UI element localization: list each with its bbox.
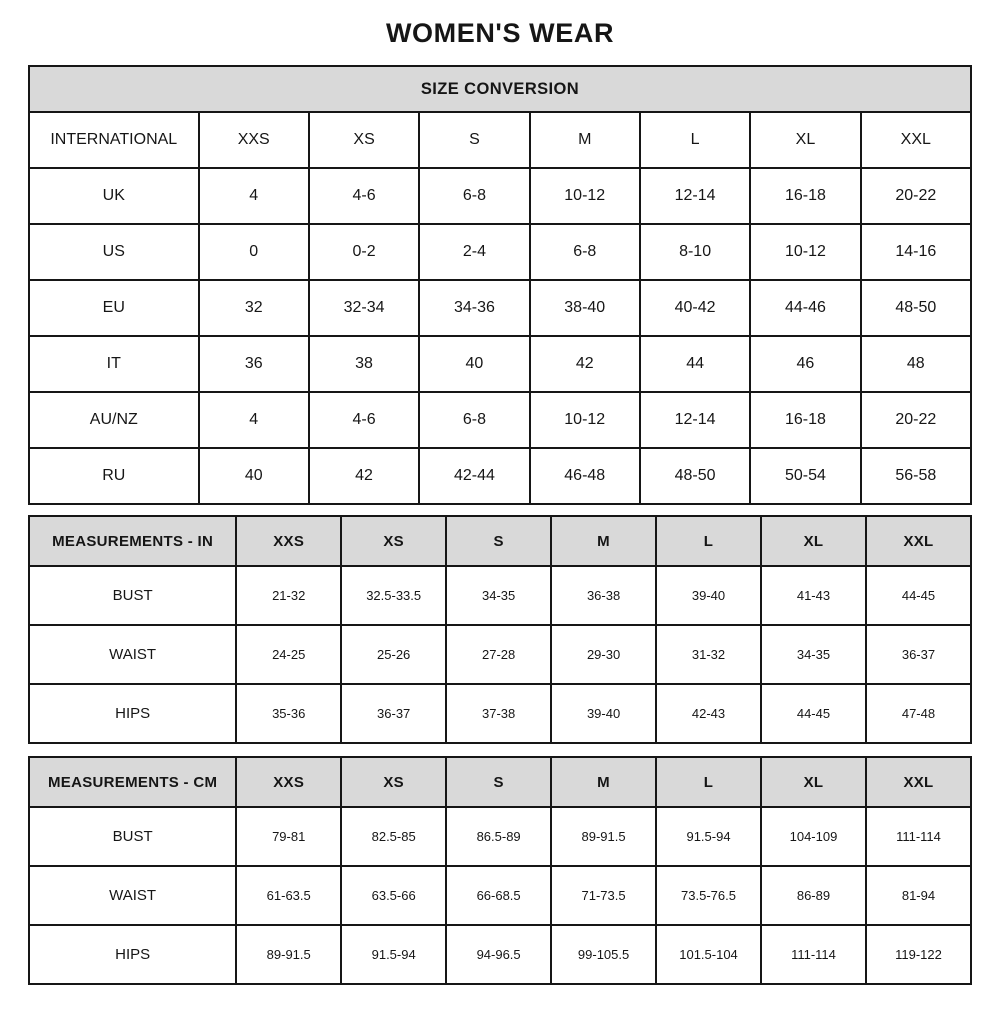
column-header-row xyxy=(29,757,971,807)
value-cell: 44-45 xyxy=(866,566,971,625)
value-cell: 63.5-66 xyxy=(341,866,446,925)
value-cell: 50-54 xyxy=(750,448,860,504)
value-cell: 29-30 xyxy=(551,625,656,684)
value-cell: 12-14 xyxy=(640,392,750,448)
column-header: XS xyxy=(341,757,446,807)
row-label: HIPS xyxy=(29,684,236,743)
row-label: IT xyxy=(29,336,199,392)
row-label: BUST xyxy=(29,807,236,866)
value-cell: 37-38 xyxy=(446,684,551,743)
column-header: M xyxy=(551,757,656,807)
table-row xyxy=(29,807,971,866)
value-cell: 39-40 xyxy=(656,566,761,625)
column-header: XL xyxy=(761,516,866,566)
value-cell: 25-26 xyxy=(341,625,446,684)
row-label: EU xyxy=(29,280,199,336)
value-cell: 66-68.5 xyxy=(446,866,551,925)
value-cell: 31-32 xyxy=(656,625,761,684)
value-cell: 44 xyxy=(640,336,750,392)
value-cell: 42 xyxy=(309,448,419,504)
value-cell: 56-58 xyxy=(861,448,971,504)
size-conversion-table xyxy=(28,65,972,505)
value-cell: 4 xyxy=(199,168,309,224)
value-cell: 40 xyxy=(199,448,309,504)
value-cell: 14-16 xyxy=(861,224,971,280)
value-cell: 6-8 xyxy=(419,168,529,224)
value-cell: 8-10 xyxy=(640,224,750,280)
value-cell: 40-42 xyxy=(640,280,750,336)
value-cell: 4-6 xyxy=(309,392,419,448)
table-row xyxy=(29,280,971,336)
row-label: WAIST xyxy=(29,625,236,684)
value-cell: 2-4 xyxy=(419,224,529,280)
value-cell: 32-34 xyxy=(309,280,419,336)
value-cell: 73.5-76.5 xyxy=(656,866,761,925)
value-cell: 86.5-89 xyxy=(446,807,551,866)
column-header-row xyxy=(29,516,971,566)
value-cell: 36-38 xyxy=(551,566,656,625)
value-cell: 21-32 xyxy=(236,566,341,625)
value-cell: 42-43 xyxy=(656,684,761,743)
row-label: US xyxy=(29,224,199,280)
column-header: XS xyxy=(341,516,446,566)
row-label: HIPS xyxy=(29,925,236,984)
value-cell: 10-12 xyxy=(530,392,640,448)
column-header: XXL xyxy=(866,516,971,566)
value-cell: 34-36 xyxy=(419,280,529,336)
value-cell: 4 xyxy=(199,392,309,448)
row-label: BUST xyxy=(29,566,236,625)
value-cell: 48-50 xyxy=(861,280,971,336)
value-cell: 42-44 xyxy=(419,448,529,504)
value-cell: 16-18 xyxy=(750,392,860,448)
value-cell: 89-91.5 xyxy=(236,925,341,984)
table-row xyxy=(29,925,971,984)
value-cell: 0-2 xyxy=(309,224,419,280)
value-cell: 91.5-94 xyxy=(341,925,446,984)
value-cell: 119-122 xyxy=(866,925,971,984)
column-header: M xyxy=(530,112,640,168)
value-cell: 79-81 xyxy=(236,807,341,866)
value-cell: 44-46 xyxy=(750,280,860,336)
value-cell: 111-114 xyxy=(761,925,866,984)
column-header: M xyxy=(551,516,656,566)
row-label: RU xyxy=(29,448,199,504)
value-cell: 81-94 xyxy=(866,866,971,925)
value-cell: 89-91.5 xyxy=(551,807,656,866)
column-header: XXS xyxy=(236,516,341,566)
table-row xyxy=(29,866,971,925)
value-cell: 34-35 xyxy=(446,566,551,625)
table-row xyxy=(29,625,971,684)
column-header: L xyxy=(656,757,761,807)
value-cell: 20-22 xyxy=(861,168,971,224)
column-header: XL xyxy=(750,112,860,168)
column-header: INTERNATIONAL xyxy=(29,112,199,168)
value-cell: 48-50 xyxy=(640,448,750,504)
value-cell: 27-28 xyxy=(446,625,551,684)
table-row xyxy=(29,684,971,743)
value-cell: 44-45 xyxy=(761,684,866,743)
column-header: XL xyxy=(761,757,866,807)
value-cell: 38 xyxy=(309,336,419,392)
measurements-in-table xyxy=(28,515,972,744)
value-cell: 34-35 xyxy=(761,625,866,684)
value-cell: 94-96.5 xyxy=(446,925,551,984)
table-title: SIZE CONVERSION xyxy=(29,66,971,112)
value-cell: 111-114 xyxy=(866,807,971,866)
value-cell: 0 xyxy=(199,224,309,280)
value-cell: 38-40 xyxy=(530,280,640,336)
value-cell: 61-63.5 xyxy=(236,866,341,925)
column-header: L xyxy=(640,112,750,168)
table-row xyxy=(29,566,971,625)
column-header: XXL xyxy=(866,757,971,807)
table-row xyxy=(29,224,971,280)
value-cell: 101.5-104 xyxy=(656,925,761,984)
value-cell: 6-8 xyxy=(419,392,529,448)
value-cell: 36-37 xyxy=(341,684,446,743)
value-cell: 47-48 xyxy=(866,684,971,743)
value-cell: 6-8 xyxy=(530,224,640,280)
table-row xyxy=(29,392,971,448)
value-cell: 48 xyxy=(861,336,971,392)
value-cell: 32.5-33.5 xyxy=(341,566,446,625)
column-header-row xyxy=(29,112,971,168)
table-row xyxy=(29,336,971,392)
value-cell: 42 xyxy=(530,336,640,392)
column-header: XXS xyxy=(236,757,341,807)
value-cell: 39-40 xyxy=(551,684,656,743)
value-cell: 32 xyxy=(199,280,309,336)
value-cell: 36 xyxy=(199,336,309,392)
table-row xyxy=(29,448,971,504)
measurements-cm-table xyxy=(28,756,972,985)
value-cell: 10-12 xyxy=(750,224,860,280)
value-cell: 46 xyxy=(750,336,860,392)
value-cell: 36-37 xyxy=(866,625,971,684)
value-cell: 12-14 xyxy=(640,168,750,224)
page-title: WOMEN'S WEAR xyxy=(385,18,615,48)
value-cell: 40 xyxy=(419,336,529,392)
column-header: XXL xyxy=(861,112,971,168)
table-row xyxy=(29,168,971,224)
value-cell: 16-18 xyxy=(750,168,860,224)
value-cell: 82.5-85 xyxy=(341,807,446,866)
value-cell: 46-48 xyxy=(530,448,640,504)
column-header: S xyxy=(419,112,529,168)
value-cell: 41-43 xyxy=(761,566,866,625)
table-header-row xyxy=(29,66,971,112)
column-header: S xyxy=(446,757,551,807)
row-label: AU/NZ xyxy=(29,392,199,448)
value-cell: 4-6 xyxy=(309,168,419,224)
value-cell: 104-109 xyxy=(761,807,866,866)
value-cell: 10-12 xyxy=(530,168,640,224)
value-cell: 35-36 xyxy=(236,684,341,743)
column-header: S xyxy=(446,516,551,566)
value-cell: 71-73.5 xyxy=(551,866,656,925)
table-title: MEASUREMENTS - IN xyxy=(29,516,236,566)
row-label: UK xyxy=(29,168,199,224)
value-cell: 20-22 xyxy=(861,392,971,448)
value-cell: 99-105.5 xyxy=(551,925,656,984)
table-title: MEASUREMENTS - CM xyxy=(29,757,236,807)
value-cell: 24-25 xyxy=(236,625,341,684)
value-cell: 91.5-94 xyxy=(656,807,761,866)
column-header: XXS xyxy=(199,112,309,168)
column-header: L xyxy=(656,516,761,566)
value-cell: 86-89 xyxy=(761,866,866,925)
column-header: XS xyxy=(309,112,419,168)
row-label: WAIST xyxy=(29,866,236,925)
